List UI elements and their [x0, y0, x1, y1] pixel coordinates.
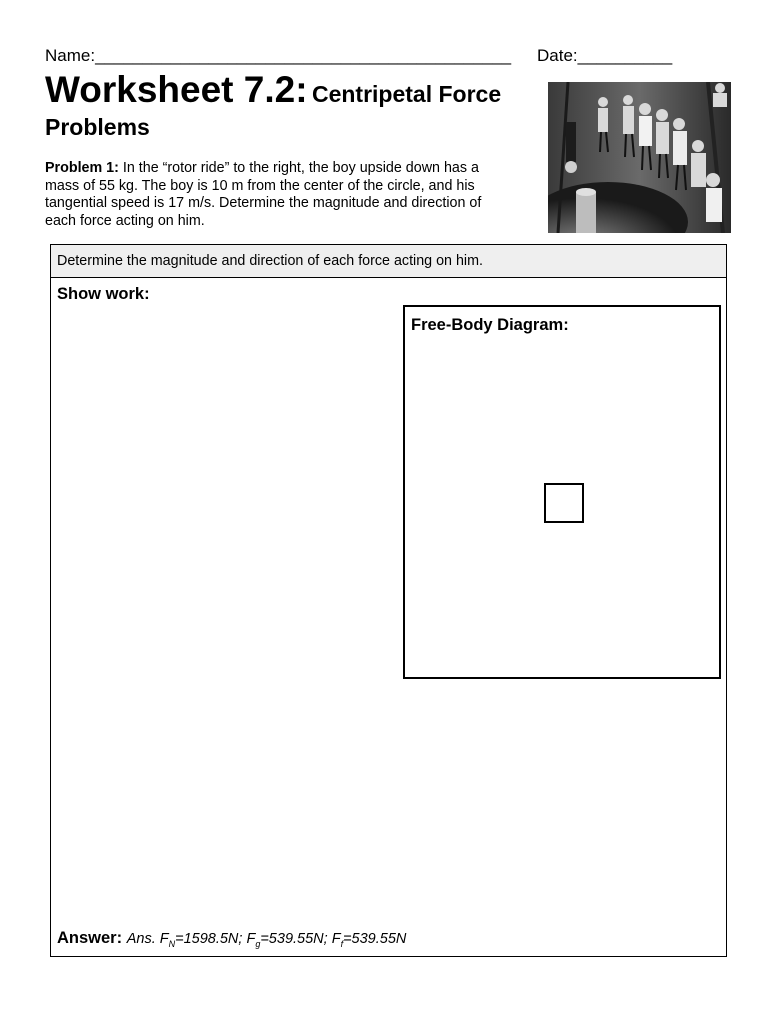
- date-field[interactable]: [537, 46, 672, 66]
- work-area-box: [50, 244, 727, 957]
- object-square: [544, 483, 584, 523]
- problem-statement: [45, 160, 515, 230]
- problem-label: Problem 1:: [45, 160, 119, 176]
- instruction-bar: Determine the magnitude and direction of each force acting on him.: [51, 245, 726, 278]
- date-label: Date:: [537, 46, 578, 65]
- answer-label: Answer:: [57, 929, 123, 947]
- free-body-diagram-box[interactable]: [403, 305, 721, 679]
- title-sub-line1: Centripetal Force: [311, 81, 502, 107]
- rotor-ride-photo-graphic: [548, 82, 731, 233]
- answer-ff-value: =539.55N: [343, 931, 407, 947]
- title-sub-line2: Problems: [45, 114, 150, 140]
- answer-line: [57, 929, 406, 949]
- show-work-label: Show work:: [57, 285, 150, 303]
- answer-fg-value: =539.55N;: [260, 931, 328, 947]
- rotor-ride-photo: [548, 82, 731, 233]
- name-blank[interactable]: ____________________________________________: [95, 46, 512, 65]
- answer-ff-symbol: F: [331, 931, 341, 947]
- answer-fg-subscript: g: [255, 938, 261, 949]
- answer-prefix: Ans.: [126, 931, 156, 947]
- answer-fn-subscript: N: [168, 938, 176, 949]
- title-main: Worksheet 7.2:: [45, 69, 308, 110]
- name-field[interactable]: [45, 46, 511, 66]
- date-blank[interactable]: __________: [577, 46, 673, 65]
- answer-fn-symbol: F: [159, 931, 169, 947]
- answer-ff-subscript: f: [340, 938, 344, 949]
- problem-text: In the “rotor ride” to the right, the boy upside down has a mass of 55 kg. The boy is 10 m from the center of the circle, and his tangential speed is 17 m/s. Determine the magnitude and direction of each force acting on him.: [45, 160, 482, 229]
- answer-fg-symbol: F: [246, 931, 256, 947]
- answer-value: [127, 931, 407, 947]
- worksheet-title: [45, 70, 545, 110]
- answer-fn-value: =1598.5N;: [175, 931, 243, 947]
- name-label: Name:: [45, 46, 96, 65]
- free-body-diagram-label: Free-Body Diagram:: [411, 316, 569, 334]
